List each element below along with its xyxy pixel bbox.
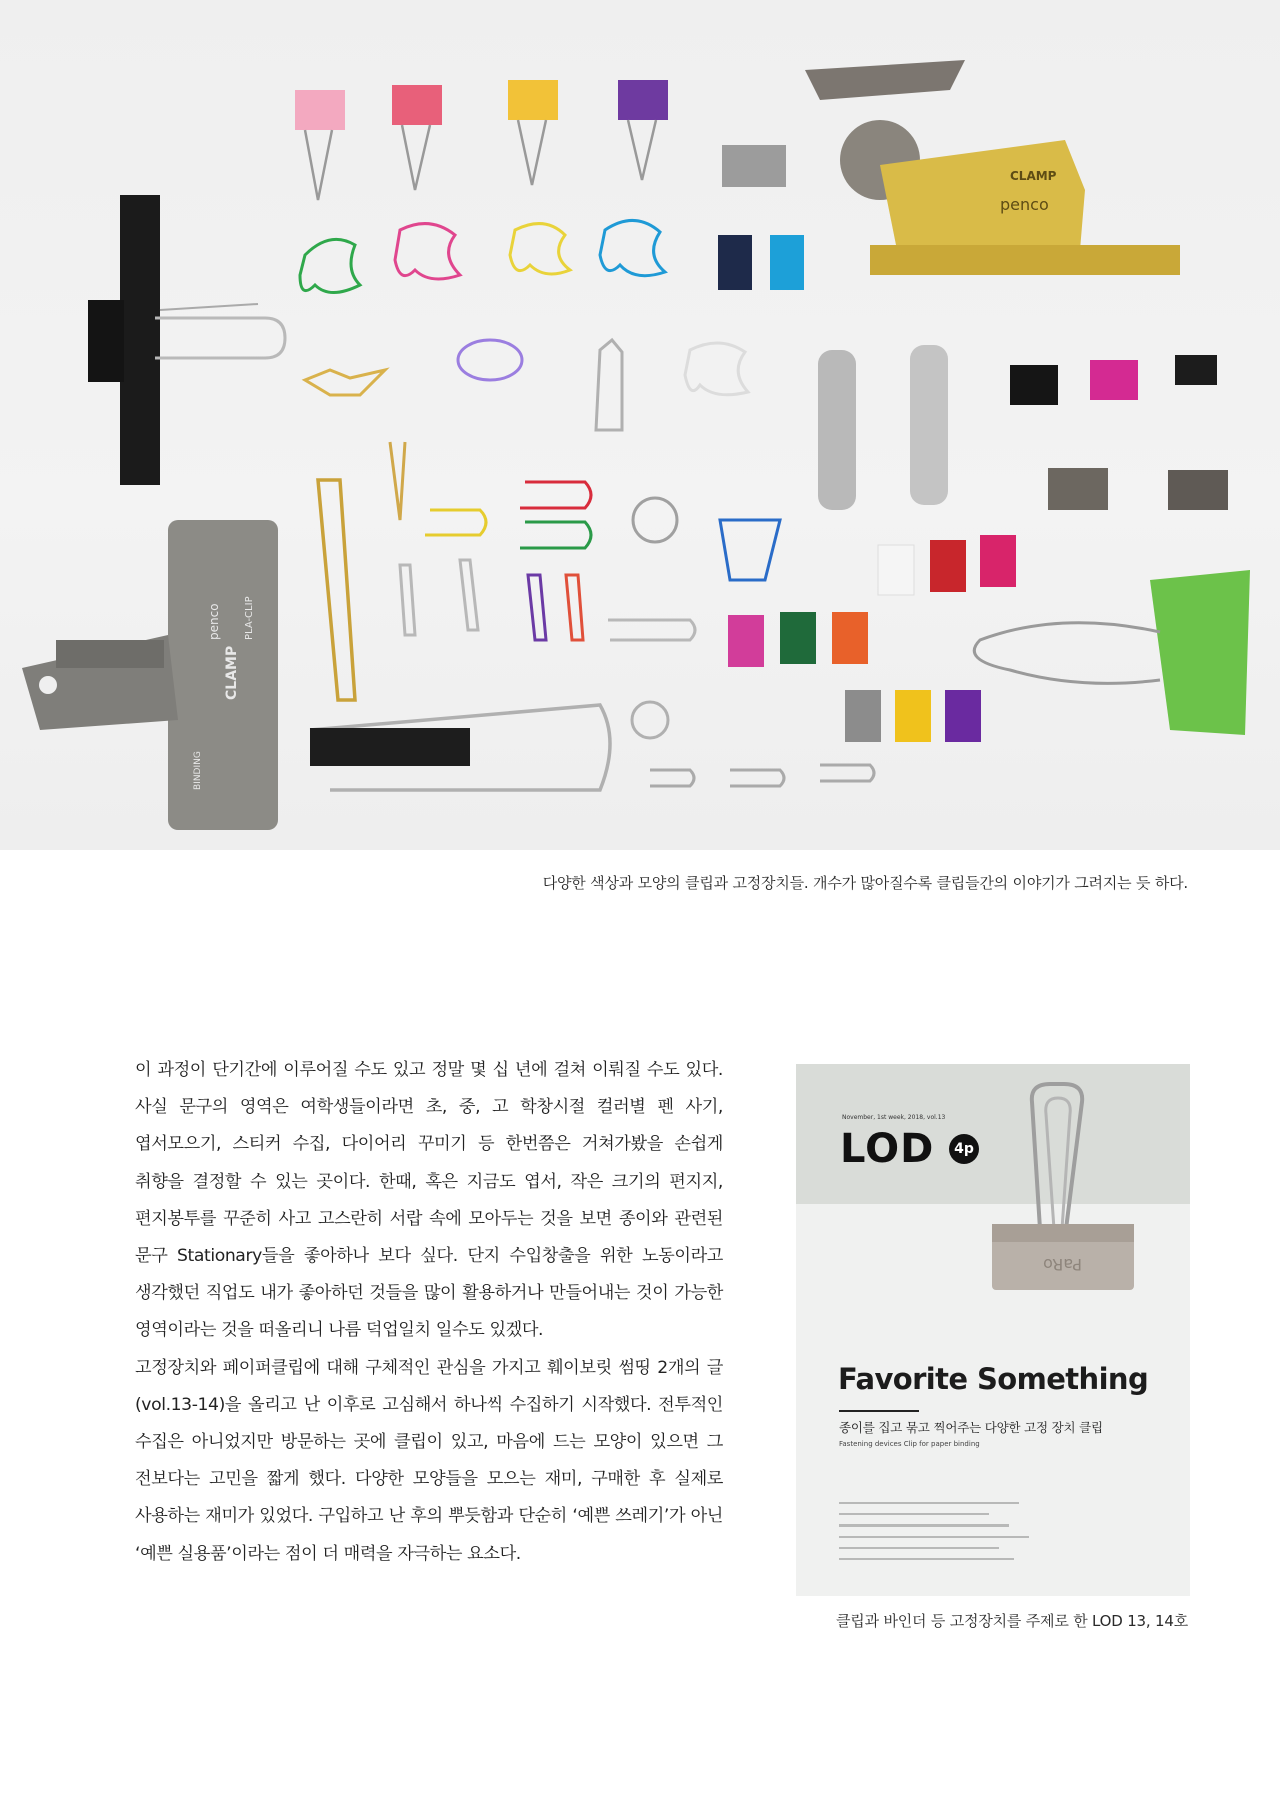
figure-clips [300, 220, 748, 430]
gold-clamp [870, 140, 1180, 275]
small-binder-clips [1010, 355, 1228, 510]
cover-subtitle-en: Fastening devices Clip for paper binding [839, 1440, 980, 1448]
cover-page-badge: 4p [949, 1134, 979, 1164]
grey-clip-block [722, 145, 786, 187]
color-push-clips [718, 235, 1016, 742]
cover-small-text [839, 1502, 1039, 1569]
magazine-cover [796, 1064, 1190, 1596]
clips-illustration [0, 0, 1280, 850]
strawberry-binder-clips [295, 80, 668, 200]
article-paragraph-1: 이 과정이 단기간에 이루어질 수도 있고 정말 몇 십 년에 걸쳐 이뤄질 수도 있다. 사실 문구의 영역은 여학생들이라면 초, 중, 고 학창시절 컬러별 펜 사기, 엽서모으기, 스티커 수집, 다이어리 꾸미기 등 한번쯤은 거쳐가봤을 손쉽게 취향을 결정할 수 있는 곳이다. 한때, 혹은 지금도 엽서, 작은 크기의 편지지, 편지봉투를 꾸준히 사고 고스란히 서랍 속에 모아두는 것을 보면 종이와 관련된 문구 Stationary들을 좋아하나 보다 싶다. 단지 수입창출을 위한 노동이라고 생각했던 직업도 내가 좋아하던 것들을 많이 활용하거나 만들어내는 것이 가능한 영역이라는 것을 떠올리니 나름 덕업일치 일수도 있겠다. [135, 1060, 723, 1341]
clips-photo [0, 0, 1280, 850]
black-clip-holder [88, 195, 285, 485]
gold-clamp-name: CLAMP [1010, 169, 1057, 183]
grey-penco-clamp [22, 520, 278, 830]
article-body [135, 1052, 723, 1573]
photo-caption: 다양한 색상과 모양의 클립과 고정장치들. 개수가 많아질수록 클립들간의 이야기가 그려지는 듯 하다. [542, 874, 1188, 892]
clamp-use: BINDING [193, 751, 203, 790]
cover-subtitle: 종이를 집고 묶고 찍어주는 다양한 고정 장치 클립 [839, 1420, 1103, 1435]
cover-issue: November, 1st week, 2018, vol.13 [842, 1114, 946, 1121]
gold-clamp-brand: penco [1000, 195, 1049, 214]
clip-engraving: PaRo [1043, 1255, 1082, 1274]
magazine-caption: 클립과 바인더 등 고정장치를 주제로 한 LOD 13, 14호 [836, 1612, 1188, 1630]
spring-clips [818, 345, 948, 510]
clamp-brand: penco [207, 603, 221, 640]
cover-title: Favorite Something [838, 1362, 1149, 1396]
cover-rule [839, 1410, 919, 1412]
cover-logo: LOD [840, 1126, 935, 1172]
green-binder-clip [974, 570, 1250, 735]
clamp-type: PLA-CLIP [244, 596, 255, 640]
binder-label-strip [310, 728, 470, 766]
article-paragraph-2: 고정장치와 페이퍼클립에 대해 구체적인 관심을 가지고 훼이보릿 썸띵 2개의 글(vol.13-14)을 올리고 난 이후로 고심해서 하나씩 수집하기 시작했다. 전투적인 수집은 아니었지만 방문하는 곳에 클립이 있고, 마음에 드는 모양이 있으면 그 전보다는 고민을 짧게 했다. 다양한 모양들을 모으는 재미, 구매한 후 실제로 사용하는 재미가 있었다. 구입하고 난 후의 뿌듯함과 단순히 ‘예쁜 쓰레기’가 아닌 ‘예쁜 실용품’이라는 점이 더 매력을 자극하는 요소다. [135, 1357, 723, 1564]
clamp-name: CLAMP [224, 645, 240, 700]
